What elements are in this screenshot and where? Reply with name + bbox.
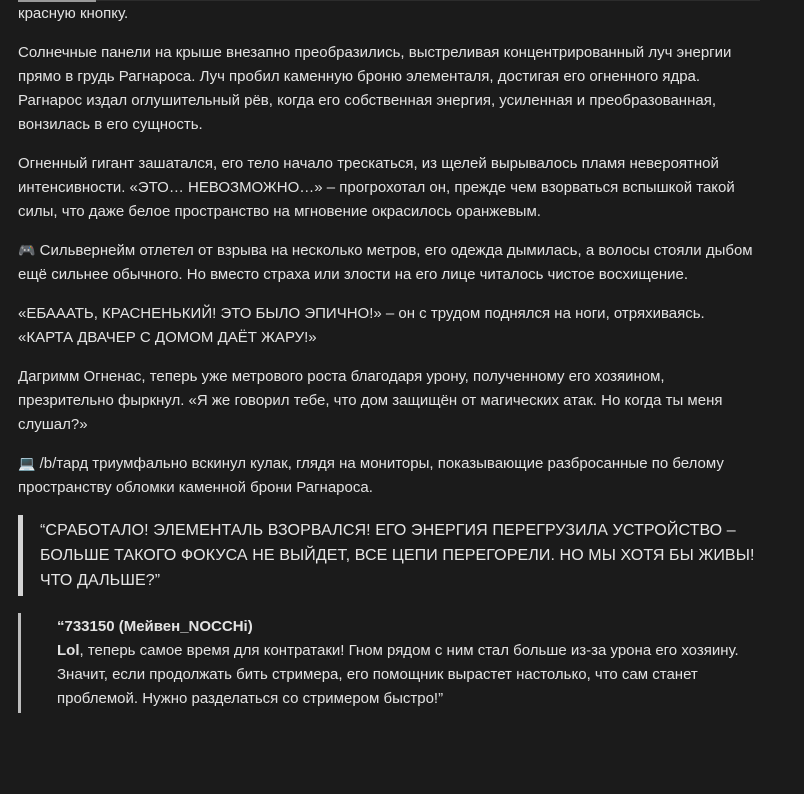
comment-body [57,639,760,711]
paragraph-6-text: /b/тард триумфально вскинул кулак, глядя на мониторы, показывающие разбросанные по белому пространству обломки каменной брони Рагнароса. [18,455,724,496]
paragraph-3 [18,239,760,287]
paragraph-0: красную кнопку. [18,5,129,22]
paragraph-2: Огненный гигант зашатался, его тело начало трескаться, из щелей вырывалось пламя невероятной интенсивности. «ЭТО… НЕВОЗМОЖНО…» – прогрохотал он, прежде чем взорваться вспышкой такой силы, что даже белое пространство на мгновение окрасилось оранжевым. [18,155,735,220]
comment-text: , теперь самое время для контратаки! Гном рядом с ним стал больше из-за урона его хозяину. Значит, если продолжать бить стримера, его помощник вырастет настолько, что сам станет проблемой. Нужно разделаться со стримером быстро!” [57,642,739,707]
laptop-icon: 💻 [18,456,36,472]
blockquote-main-text: “СРАБОТАЛО! ЭЛЕМЕНТАЛЬ ВЗОРВАЛСЯ! ЕГО ЭНЕРГИЯ ПЕРЕГРУЗИЛА УСТРОЙСТВО – БОЛЬШЕ ТАКОГО ФОКУСА НЕ ВЫЙДЕТ, ВСЕ ЦЕПИ ПЕРЕГОРЕЛИ. НО МЫ ХОТЯ БЫ ЖИВЫ! ЧТО ДАЛЬШЕ?” [40,522,755,589]
story-content [18,2,760,713]
paragraph-4: «ЕБАААТЬ, КРАСНЕНЬКИЙ! ЭТО БЫЛО ЭПИЧНО!» – он с трудом поднялся на ноги, отряхиваясь. «КАРТА ДВАЧЕР С ДОМОМ ДАЁТ ЖАРУ!» [18,305,705,346]
comment-lol: Lol [57,642,80,659]
blockquote-comment [18,613,760,713]
paragraph-6 [18,452,760,500]
paragraph-1: Солнечные панели на крыше внезапно преобразились, выстреливая концентрированный луч энергии прямо в грудь Рагнароса. Луч пробил каменную броню элементаля, достигая его огненного ядра. Рагнарос издал оглушительный рёв, когда его собственная энергия, усиленная и преобразованная, вонзилась в его сущность. [18,44,732,133]
blockquote-main [18,515,760,596]
paragraph-5: Дагримм Огненас, теперь уже метрового роста благодаря урону, полученному его хозяином, презрительно фыркнул. «Я же говорил тебе, что дом защищён от магических атак. Но когда ты меня слушал?» [18,368,723,433]
top-divider [18,0,760,1]
paragraph-3-text: Сильвернейм отлетел от взрыва на несколько метров, его одежда дымилась, а волосы стояли дыбом ещё сильнее обычного. Но вместо страха или злости на его лице читалось чистое восхищение. [18,242,753,283]
comment-author: “733150 (Мейвен_NOCCHi) [57,618,253,635]
gamepad-icon: 🎮 [18,243,36,259]
